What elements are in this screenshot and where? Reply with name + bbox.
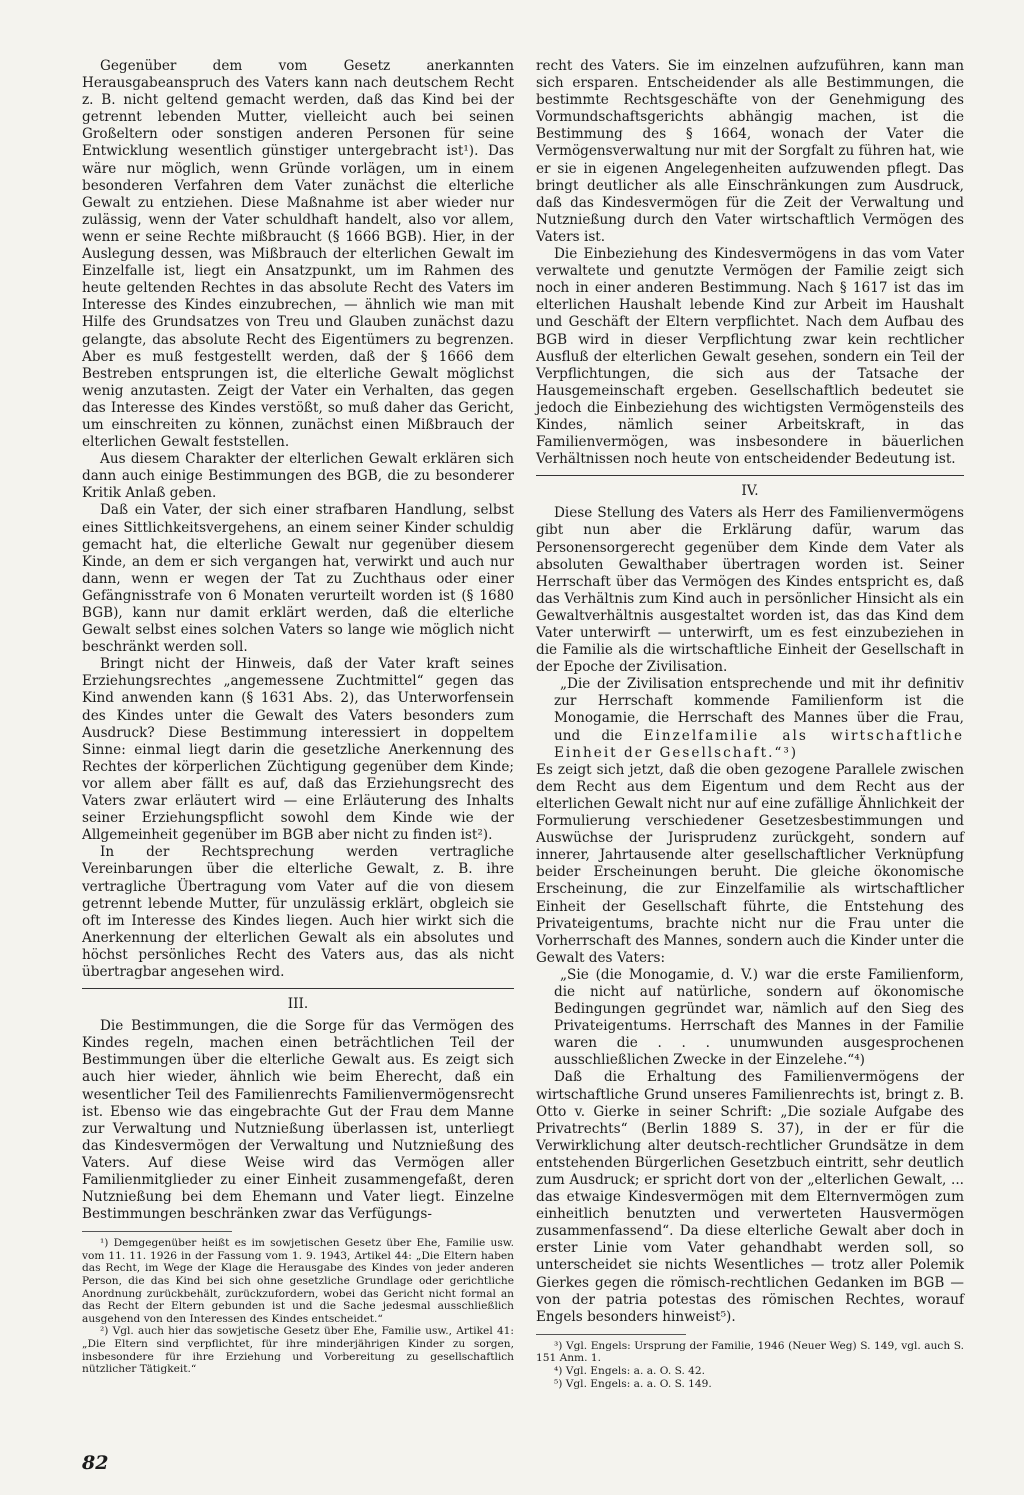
- footnote: ³) Vgl. Engels: Ursprung der Familie, 1946 (Neuer Weg) S. 149, vgl. auch S. 151 Anm. 1.: [536, 1339, 964, 1365]
- paragraph: Daß die Erhaltung des Familienvermögens der wirtschaftliche Grund unseres Familienrechts ist, bringt z. B. Otto v. Gierke in seiner Schrift: „Die soziale Aufgabe des Privatrechts“ (Berlin 1889 S. 37), in der er für die Verwirklichung alter deutsch-rechtlicher Grundsätze in dem entstehenden Bürgerlichen Gesetzbuch eintritt, sehr deutlich zum Ausdruck; er spricht dort von der „elterlichen Gewalt, ... das etwaige Kindesvermögen mit dem Elternvermögen zum einheitlich benutzten und verwerteten Hausvermögen zusammenfassend“. Da diese elterliche Gewalt aber doch in erster Linie vom Vater gehandhabt werden soll, so unterscheidet sie nichts Wesentliches — trotz aller Polemik Gierkes gegen die römisch-rechtlichen Gedanken im BGB — von der patria potestas des römischen Rechtes, worauf Engels besonders hinweist⁵).: [536, 1069, 964, 1325]
- paragraph: Bringt nicht der Hinweis, daß der Vater kraft seines Erziehungsrechtes „angemessene Zuchtmittel“ gegen das Kind anwenden kann (§ 1631 Abs. 2), das Unterworfensein des Kindes unter die Gewalt des Vaters besonders zum Ausdruck? Diese Bestimmung interessiert in doppeltem Sinne: einmal liegt darin die gesetzliche Anerkennung des Rechtes der körperlichen Züchtigung gegenüber dem Kinde; vor allem aber fällt es auf, daß das Erziehungsrecht des Vaters zwar erläutert wird — eine Erläuterung des Inhalts seiner Erziehungspflicht sowohl dem Kinde wie der Allgemeinheit gegenüber im BGB aber nicht zu finden ist²).: [82, 656, 514, 844]
- paragraph: Aus diesem Charakter der elterlichen Gewalt erklären sich dann auch einige Bestimmungen des BGB, die zu besonderer Kritik Anlaß geben.: [82, 451, 514, 502]
- quotation-text: „Sie (die Monogamie, d. V.) war die erste Familienform, die nicht auf natürliche, sondern auf ökonomische Bedingungen gegründet war, nämlich auf den Sieg des Privateigentums. Herrschaft des Mannes in der Familie waren die . . . unumwunden ausgesprochenen ausschließlichen Zwecke in der Einzelehe.“⁴): [554, 966, 964, 1069]
- quotation-part: „Die der Zivilisation entsprechende und mit ihr definitiv zur Herrschaft kommende Familienform ist die Monogamie, die Herrschaft des Mannes über die Frau, und die: [554, 676, 964, 744]
- paragraph: In der Rechtsprechung werden vertragliche Vereinbarungen über die elterliche Gewalt, z. B. ihre vertragliche Übertragung vom Vater auf die von diesem getrennt lebende Mutter, für unzulässig erklärt, obgleich sie oft im Interesse des Kindes liegen. Auch hier wirkt sich die Anerkennung der elterlichen Gewalt als ein absolutes und höchst persönliches Recht des Vaters aus, das als nicht übertragbar angesehen wird.: [82, 844, 514, 980]
- footnote: ²) Vgl. auch hier das sowjetische Gesetz über Ehe, Familie usw., Artikel 41: „Die Eltern sind verpflichtet, für ihre minderjährigen Kinder zu sorgen, insbesondere für ihre Erziehung und Vorbereitung zu gesellschaftlich nützlicher Tätigkeit.“: [82, 1325, 514, 1376]
- paragraph: Es zeigt sich jetzt, daß die oben gezogene Parallele zwischen dem Recht aus dem Eigentum und dem Recht aus der elterlichen Gewalt nicht nur auf eine zufällige Ähnlichkeit der Formulierung verschiedener Gesetzesbestimmungen und Auswüchse der Jurisprudenz zurückgeht, sondern auf innerer, Jahrtausende alter gesellschaftlicher Verknüpfung beider Erscheinungen beruht. Die gleiche ökonomische Erscheinung, die zur Einzelfamilie als wirtschaftlicher Einheit der Gesellschaft führte, die Entstehung des Privateigentums, brachte nicht nur die Frau unter die Vorherrschaft des Mannes, sondern auch die Kinder unter die Gewalt des Vaters:: [536, 761, 964, 966]
- footnote-divider: [536, 1334, 686, 1335]
- right-column: [536, 58, 964, 1390]
- left-column: [82, 58, 514, 1376]
- quotation: [554, 967, 964, 1070]
- footnote-divider: [82, 1231, 232, 1232]
- paragraph: recht des Vaters. Sie im einzelnen aufzuführen, kann man sich ersparen. Entscheidender als alle Bestimmungen, die bestimmte Rechtsgeschäfte von der Genehmigung des Vormundschaftsgerichts abhängig machen, ist die Bestimmung des § 1664, wonach der Vater die Vermögensverwaltung nur mit der Sorgfalt zu führen hat, wie er sie in eigenen Angelegenheiten aufzuwenden pflegt. Das bringt deutlicher als alle Einschränkungen zum Ausdruck, daß das Kindesvermögen für die Zeit der Verwaltung und Nutznießung durch den Vater wirtschaftlich Vermögen des Vaters ist.: [536, 58, 964, 245]
- section-heading: IV.: [741, 483, 759, 500]
- paragraph: Gegenüber dem vom Gesetz anerkannten Herausgabeanspruch des Vaters kann nach deutschem Recht z. B. nicht geltend gemacht werden, daß das Kind bei der getrennt lebenden Mutter, vielleicht auch bei seinen Großeltern oder sonstigen anderen Personen für seine Entwicklung wesentlich günstiger untergebracht ist¹). Das wäre nur möglich, wenn Gründe vorlägen, um in einem besonderen Verfahren dem Vater zunächst die elterliche Gewalt zu entziehen. Diese Maßnahme ist aber wieder nur zulässig, wenn der Vater schuldhaft handelt, also vor allem, wenn er seine Rechte mißbraucht (§ 1666 BGB). Hier, in der Auslegung dessen, was Mißbrauch der elterlichen Gewalt im Einzelfalle ist, liegt ein Ansatzpunkt, um im Rahmen des heute geltenden Rechtes in das absolute Recht des Vaters im Interesse des Kindes einzubrechen, — ähnlich wie man mit Hilfe des Grundsatzes von Treu und Glauben zunächst dazu gelangte, das absolute Recht des Eigentümers zu begrenzen. Aber es muß festgestellt werden, daß der § 1666 dem Bestreben entsprungen ist, die elterliche Gewalt möglichst wenig anzutasten. Zeigt der Vater ein Verhalten, das gegen das Interesse des Kindes verstößt, so muß daher das Gericht, um einschreiten zu können, zunächst einen Mißbrauch der elterlichen Gewalt feststellen.: [82, 58, 514, 451]
- paragraph: Die Bestimmungen, die die Sorge für das Vermögen des Kindes regeln, machen einen beträchtlichen Teil der Bestimmungen über die elterliche Gewalt aus. Es zeigt sich auch hier wieder, ähnlich wie beim Eherecht, daß ein wesentlicher Teil des Familienrechts Familienvermögensrecht ist. Ebenso wie das eingebrachte Gut der Frau dem Manne zur Verwaltung und Nutznießung überlassen ist, unterliegt das Kindesvermögen der Verwaltung und Nutznießung des Vaters. Auf diese Weise wird das Vermögen aller Familienmitglieder zu einer Einheit zusammengefaßt, deren Nutznießung bei dem Ehemann und Vater liegt. Einzelne Bestimmungen beschränken zwar das Verfügungs-: [82, 1018, 514, 1223]
- quotation-emphasis: Einzelfamilie als wirtschaftliche Einheit der Gesellschaft.“³): [554, 727, 964, 761]
- footnote: ¹) Demgegenüber heißt es im sowjetischen Gesetz über Ehe, Familie usw. vom 11. 11. 1926 in der Fassung vom 1. 9. 1943, Artikel 44: „Die Eltern haben das Recht, im Wege der Klage die Herausgabe des Kindes von jeder anderen Person, die das Kind bei sich ohne gesetzliche Grundlage oder gerichtliche Anordnung zurückbehält, zurückzufordern, wobei das Gericht nicht formal an das Recht der Eltern gebunden ist und die Sache jedesmal ausschließlich ausgehend von den Interessen des Kindes entscheidet.“: [82, 1237, 514, 1325]
- section-heading: III.: [287, 996, 309, 1013]
- paragraph: Diese Stellung des Vaters als Herr des Familienvermögens gibt nun aber die Erklärung dafür, warum das Personensorgerecht gegenüber dem Kinde dem Vater als absoluten Gewalthaber übertragen worden ist. Seiner Herrschaft über das Vermögen des Kindes entspricht es, daß das Verhältnis zum Kind auch in persönlicher Hinsicht als ein Gewaltverhältnis ausgestaltet worden ist, das das Kind dem Vater unterwirft — unterwirft, um es fest einzubeziehen in die Familie als die wirtschaftliche Einheit der Gesellschaft in der Epoche der Zivilisation.: [536, 505, 964, 676]
- footnote: ⁴) Vgl. Engels: a. a. O. S. 42.: [554, 1365, 706, 1378]
- paragraph: Die Einbeziehung des Kindesvermögens in das vom Vater verwaltete und genutzte Vermögen der Familie zeigt sich noch in einer anderen Bestimmung. Nach § 1617 ist das im elterlichen Haushalt lebende Kind zur Arbeit im Haushalt und Geschäft der Eltern verpflichtet. Nach dem Aufbau des BGB wird in dieser Verpflichtung zwar kein rechtlicher Ausfluß der elterlichen Gewalt gesehen, sondern ein Teil der Verpflichtungen, die sich aus der Tatsache der Hausgemeinschaft ergeben. Gesellschaftlich bedeutet sie jedoch die Einbeziehung des wichtigsten Vermögensteils des Kindes, nämlich seiner Arbeitskraft, in das Familienvermögen, was insbesondere in bäuerlichen Verhältnissen noch heute von entscheidender Bedeutung ist.: [536, 246, 964, 468]
- page-number: 82: [82, 1452, 109, 1474]
- quotation-text: [554, 676, 964, 761]
- section-divider: [82, 988, 514, 989]
- footnote: ⁵) Vgl. Engels: a. a. O. S. 149.: [554, 1377, 712, 1390]
- paragraph: Daß ein Vater, der sich einer strafbaren Handlung, selbst eines Sittlichkeitsvergehens, an einem seiner Kinder schuldig gemacht hat, die elterliche Gewalt nur gegenüber diesem Kinde, an dem er sich vergangen hat, verwirkt und auch nur dann, wenn er wegen der Tat zu Zuchthaus oder einer Gefängnisstrafe von 6 Monaten verurteilt worden ist (§ 1680 BGB), kann nur damit erklärt werden, daß die elterliche Gewalt selbst eines solchen Vaters so lange wie möglich nicht beschränkt werden soll.: [82, 502, 514, 656]
- section-divider: [536, 475, 964, 476]
- quotation: [554, 676, 964, 761]
